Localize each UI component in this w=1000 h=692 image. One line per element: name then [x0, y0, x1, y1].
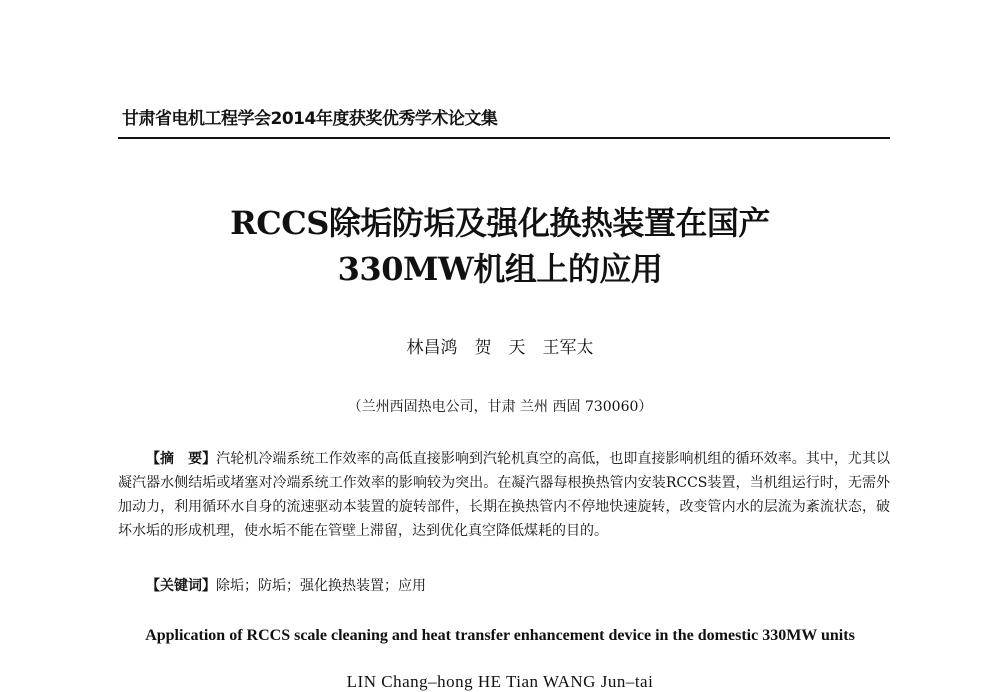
paper-title-line-1: RCCS除垢防垢及强化换热装置在国产: [230, 204, 770, 242]
journal-header-title: 甘肃省电机工程学会2014年度获奖优秀学术论文集: [122, 109, 498, 129]
keywords: [146, 575, 426, 595]
affiliation: （兰州西固热电公司，甘肃 兰州 西固 730060）: [347, 399, 653, 415]
paper-title-line-2: 330MW机组上的应用: [337, 250, 663, 288]
english-title: Application of RCCS scale cleaning and heat transfer enhancement device in the domestic 330MW units: [145, 627, 855, 644]
header-divider: [118, 137, 890, 139]
abstract-label: 【摘 要】: [146, 451, 217, 467]
abstract-text: 汽轮机冷端系统工作效率的高低直接影响到汽轮机真空的高低，也即直接影响机组的循环效率。其中，尤其以凝汽器水侧结垢或堵塞对冷端系统工作效率的影响较为突出。在凝汽器每根换热管内安装RCCS装置，当机组运行时，无需外加动力，利用循环水自身的流速驱动本装置的旋转部件，长期在换热管内不停地快速旋转，改变管内水的层流为紊流状态，破坏水垢的形成机理，使水垢不能在管壁上滞留，达到优化真空降低煤耗的目的。: [118, 451, 891, 539]
author-list: 林昌鸿 贺 天 王军太: [406, 338, 594, 358]
keywords-text: 除垢；防垢；强化换热装置；应用: [216, 578, 426, 594]
english-authors: LIN Chang–hong HE Tian WANG Jun–tai: [346, 672, 654, 691]
keywords-label: 【关键词】: [146, 578, 216, 594]
abstract: [118, 447, 890, 543]
